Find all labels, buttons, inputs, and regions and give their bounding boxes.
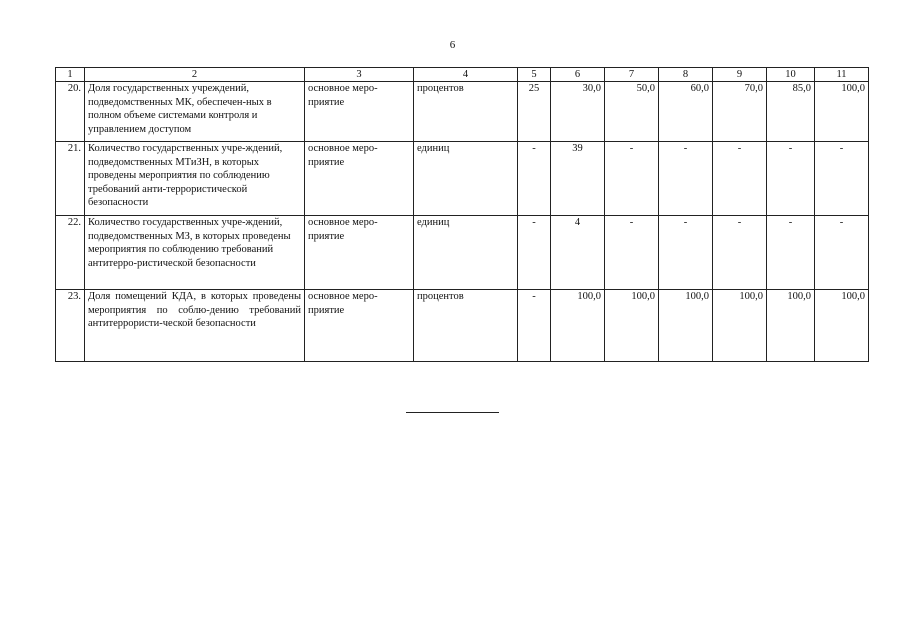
value-cell: 100,0 (659, 290, 713, 362)
value-cell: - (518, 142, 551, 216)
indicator-type: основное меро-приятие (305, 290, 414, 362)
header-cell: 3 (305, 68, 414, 82)
indicator-type: основное меро-приятие (305, 216, 414, 290)
header-cell: 1 (56, 68, 85, 82)
indicator-type: основное меро-приятие (305, 142, 414, 216)
header-cell: 7 (605, 68, 659, 82)
header-cell: 9 (713, 68, 767, 82)
value-cell: - (518, 216, 551, 290)
value-cell: - (815, 142, 869, 216)
indicator-unit: процентов (414, 82, 518, 142)
value-cell: - (659, 142, 713, 216)
value-cell: 60,0 (659, 82, 713, 142)
value-cell: 100,0 (815, 290, 869, 362)
header-cell: 4 (414, 68, 518, 82)
value-cell: - (518, 290, 551, 362)
table-row (56, 290, 869, 362)
row-number: 21. (56, 142, 85, 216)
value-cell: 25 (518, 82, 551, 142)
indicators-table (55, 67, 869, 362)
value-cell: - (713, 216, 767, 290)
value-cell: - (659, 216, 713, 290)
value-cell: 70,0 (713, 82, 767, 142)
table-row (56, 216, 869, 290)
indicator-unit: единиц (414, 216, 518, 290)
row-number: 22. (56, 216, 85, 290)
header-cell: 6 (551, 68, 605, 82)
indicator-name: Доля государственных учреждений, подведомственных МК, обеспечен-ных в полном объеме системами контроля и управлением доступом (85, 82, 305, 142)
indicator-type: основное меро-приятие (305, 82, 414, 142)
value-cell: 100,0 (767, 290, 815, 362)
indicator-name: Доля помещений КДА, в которых проведены мероприятия по соблю-дению требований антитеррористи-ческой безопасности (85, 290, 305, 362)
value-cell: 50,0 (605, 82, 659, 142)
value-cell: 85,0 (767, 82, 815, 142)
indicator-name: Количество государственных учре-ждений, подведомственных МТиЗН, в которых проведены мероприятия по соблюдению требований анти-террористической безопасности (85, 142, 305, 216)
indicator-name: Количество государственных учре-ждений, подведомственных МЗ, в которых проведены мероприятия по соблюдению требований антитерро-ристической безопасности (85, 216, 305, 290)
row-number: 20. (56, 82, 85, 142)
table-row (56, 142, 869, 216)
header-cell: 10 (767, 68, 815, 82)
header-cell: 5 (518, 68, 551, 82)
header-cell: 11 (815, 68, 869, 82)
indicator-unit: единиц (414, 142, 518, 216)
end-rule (406, 412, 499, 413)
value-cell: - (767, 142, 815, 216)
header-row (56, 68, 869, 82)
value-cell: 100,0 (713, 290, 767, 362)
value-cell: 39 (551, 142, 605, 216)
value-cell: - (767, 216, 815, 290)
value-cell: - (605, 142, 659, 216)
header-cell: 8 (659, 68, 713, 82)
value-cell: - (605, 216, 659, 290)
value-cell: - (815, 216, 869, 290)
header-cell: 2 (85, 68, 305, 82)
value-cell: 30,0 (551, 82, 605, 142)
page-number: 6 (449, 39, 456, 51)
value-cell: 100,0 (605, 290, 659, 362)
value-cell: 100,0 (551, 290, 605, 362)
value-cell: - (713, 142, 767, 216)
row-number: 23. (56, 290, 85, 362)
indicator-unit: процентов (414, 290, 518, 362)
table-row (56, 82, 869, 142)
value-cell: 100,0 (815, 82, 869, 142)
value-cell: 4 (551, 216, 605, 290)
